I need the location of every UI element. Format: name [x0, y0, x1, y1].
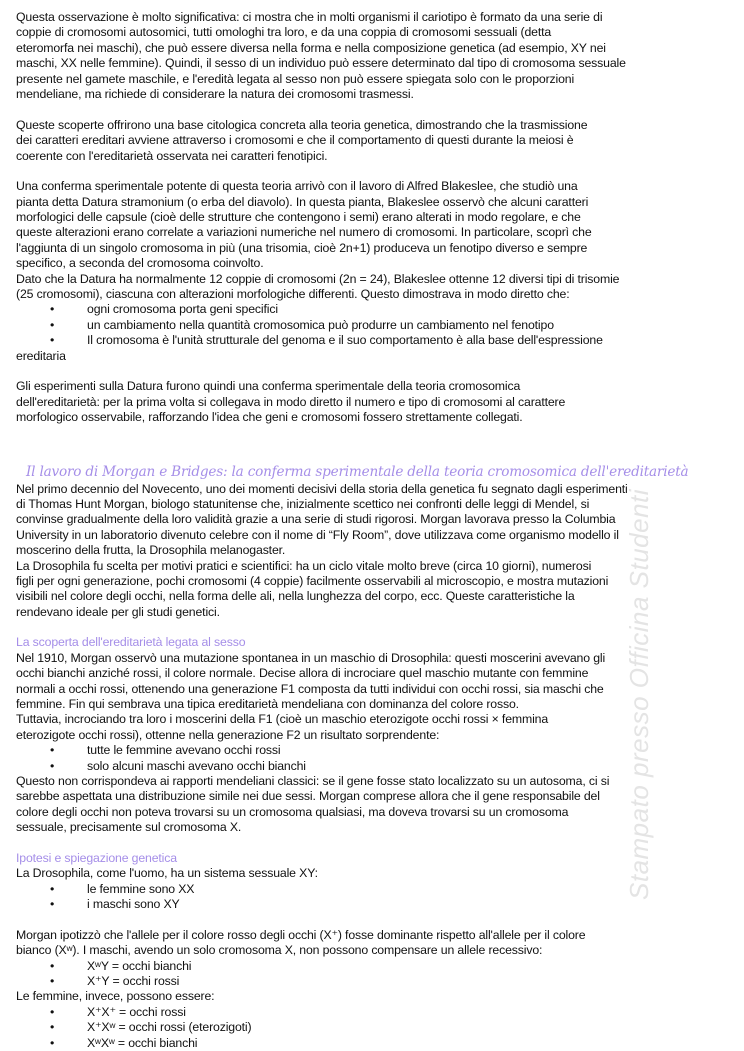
- text-line: sarebbe aspettata una distribuzione simile nei due sessi. Morgan comprese allora che il gene responsabile del: [16, 789, 600, 804]
- list-item-text: i maschi sono XY: [87, 897, 180, 912]
- text-line: Dato che la Datura ha normalmente 12 coppie di cromosomi (2n = 24), Blakeslee ottenne 12 diversi tipi di trisomie: [16, 271, 620, 286]
- text-line: [16, 1005, 731, 1020]
- text-line: normali a occhi rossi, ottenendo una generazione F1 composta da tutti individui con occhi rossi, sia maschi che: [16, 681, 604, 696]
- text-line: convinse gradualmente della loro validità grazie a una serie di studi rigorosi. Morgan lavorava presso la Columbia: [16, 512, 616, 527]
- text-line: specifico, a seconda del cromosoma coinvolto.: [16, 256, 264, 271]
- paragraph: [16, 10, 731, 102]
- list-item: [16, 302, 731, 317]
- paragraph: [16, 989, 731, 1004]
- text-line: Le femmine, invece, possono essere:: [16, 989, 215, 1004]
- list-item-text: X⁺Y = occhi rossi: [87, 974, 180, 989]
- text-line: ereditaria: [16, 348, 66, 363]
- list-item: [16, 318, 731, 333]
- text-line: coerente con l'ereditarietà osservata nei caratteri fenotipici.: [16, 148, 328, 163]
- text-line: [16, 1020, 731, 1035]
- spacer: [16, 164, 731, 179]
- text-line: La scoperta dell'ereditarietà legata al sesso: [16, 635, 246, 650]
- list-item: [16, 1005, 731, 1020]
- text-line: [16, 974, 731, 989]
- bullet-icon: •: [50, 317, 55, 332]
- text-line: eteromorfa nei maschi), che può essere diversa nella forma e nella composizione genetica (ad esempio, XY nei: [16, 40, 606, 55]
- text-line: visibili nel colore degli occhi, nella forma delle ali, nella lunghezza del corpo, ecc. Queste caratteristiche la: [16, 589, 575, 604]
- text-line: figli per ogni generazione, pochi cromosomi (4 coppie) facilmente osservabili al microscopio, e mostra mutazioni: [16, 573, 609, 588]
- text-line: Gli esperimenti sulla Datura furono quindi una conferma sperimentale della teoria cromosomica: [16, 379, 521, 394]
- bullet-icon: •: [50, 958, 55, 973]
- list-item: [16, 959, 731, 974]
- bullet-icon: •: [50, 758, 55, 773]
- bullet-icon: •: [50, 1020, 55, 1035]
- text-line: Queste scoperte offrirono una base citologica concreta alla teoria genetica, dimostrando che la trasmissione: [16, 117, 588, 132]
- list-item-text: le femmine sono XX: [87, 881, 195, 896]
- bullet-icon: •: [50, 881, 55, 896]
- text-line: La Drosophila, come l'uomo, ha un sistema sessuale XY:: [16, 866, 318, 881]
- text-line: bianco (Xʷ). I maschi, avendo un solo cromosoma X, non possono compensare un allele recessivo:: [16, 943, 543, 958]
- text-line: Questa osservazione è molto significativa: ci mostra che in molti organismi il cariotipo è formato da una serie di: [16, 10, 603, 24]
- text-line: [16, 959, 731, 974]
- text-line: Tuttavia, incrociando tra loro i moscerini della F1 (cioè un maschio eterozigote occhi rossi × femmina: [16, 712, 549, 727]
- list-item-text: un cambiamento nella quantità cromosomica può produrre un cambiamento nel fenotipo: [87, 317, 554, 332]
- bullet-icon: •: [50, 333, 55, 348]
- bullet-icon: •: [50, 1004, 55, 1019]
- text-line: eterozigote occhi rossi), ottenne nella generazione F2 un risultato sorprendente:: [16, 727, 440, 742]
- paragraph: [16, 179, 731, 302]
- text-line: [16, 318, 731, 333]
- list-item: [16, 974, 731, 989]
- text-line: La Drosophila fu scelta per motivi pratici e scientifici: ha un ciclo vitale molto breve (circa 10 giorni), numerosi: [16, 558, 592, 573]
- text-line: Nel primo decennio del Novecento, uno dei momenti decisivi della storia della genetica fu segnato dagli esperimenti: [16, 481, 628, 496]
- text-line: [16, 302, 731, 317]
- list-item-text: X⁺X⁺ = occhi rossi: [87, 1004, 186, 1019]
- text-line: Una conferma sperimentale potente di questa teoria arrivò con il lavoro di Alfred Blakeslee, che studiò una: [16, 179, 578, 194]
- text-line: University in un laboratorio divenuto celebre con il nome di “Fly Room”, dove utilizzava come organismo modello il: [16, 527, 619, 542]
- paragraph: [16, 349, 731, 364]
- text-line: rendevano ideale per gli studi genetici.: [16, 604, 220, 619]
- list-item-text: tutte le femmine avevano occhi rossi: [87, 743, 281, 758]
- list-item-text: XʷY = occhi bianchi: [87, 958, 192, 973]
- text-line: Il lavoro di Morgan e Bridges: la conferma sperimentale della teoria cromosomica dell'ereditarietà: [26, 463, 689, 480]
- text-line: pianta detta Datura stramonium (o erba del diavolo). In questa pianta, Blakeslee osservò che alcuni caratteri: [16, 194, 589, 209]
- bullet-icon: •: [50, 897, 55, 912]
- bullet-icon: •: [50, 974, 55, 989]
- text-line: Ipotesi e spiegazione genetica: [16, 850, 177, 865]
- paragraph: [16, 379, 731, 425]
- list-item: [16, 1036, 731, 1051]
- text-line: sessuale, precisamente sul cromosoma X.: [16, 820, 242, 835]
- list-item-text: X⁺Xʷ = occhi rossi (eterozigoti): [87, 1020, 252, 1035]
- text-line: morfologici delle capsule (cioè delle strutture che contengono i semi) erano alterati in modo regolare, e che: [16, 210, 581, 225]
- text-line: moscerino della frutta, la Drosophila melanogaster.: [16, 543, 286, 558]
- text-line: dei caratteri ereditari avviene attraverso i cromosomi e che il comportamento di questi durante la meiosi è: [16, 133, 574, 148]
- spacer: [16, 912, 731, 927]
- text-line: morfologico osservabile, rafforzando l'idea che geni e cromosomi fossero strettamente collegati.: [16, 410, 523, 425]
- bullet-icon: •: [50, 743, 55, 758]
- bullet-icon: •: [50, 302, 55, 317]
- text-line: dell'ereditarietà: per la prima volta si collegava in modo diretto il numero e tipo di cromosomi al carattere: [16, 394, 566, 409]
- section-title: [16, 462, 731, 482]
- text-line: presente nel gamete maschile, e l'eredità legata al sesso non può essere spiegata solo con le proporzioni: [16, 71, 575, 86]
- text-line: mendeliane, ma richiede di considerare la natura dei cromosomi trasmessi.: [16, 86, 414, 101]
- text-line: [16, 1036, 731, 1051]
- list-item-text: Il cromosoma è l'unità strutturale del genoma e il suo comportamento è alla base dell'espressione: [87, 333, 603, 348]
- bullet-icon: •: [50, 1035, 55, 1050]
- text-line: femmine. Fin qui sembrava una tipica ereditarietà mendeliana con dominanza del colore rosso.: [16, 697, 519, 712]
- spacer: [16, 364, 731, 379]
- list-item-text: solo alcuni maschi avevano occhi bianchi: [87, 758, 306, 773]
- text-line: occhi bianchi anziché rossi, il colore normale. Decise allora di incrociare quel maschio mutante con femmine: [16, 666, 589, 681]
- text-line: di Thomas Hunt Morgan, biologo statunitense che, inizialmente scettico nei confronti delle leggi di Mendel, si: [16, 496, 590, 511]
- list-item-text: XʷXʷ = occhi bianchi: [87, 1035, 198, 1050]
- paragraph: [16, 928, 731, 959]
- watermark: Stampato presso Officina Studenti: [624, 488, 654, 900]
- text-line: Questo non corrispondeva ai rapporti mendeliani classici: se il gene fosse stato localizzato su un autosoma, ci si: [16, 773, 610, 788]
- spacer: [16, 426, 731, 462]
- text-line: queste alterazioni erano correlate a variazioni numeriche nel numero di cromosomi. In particolare, scoprì che: [16, 225, 592, 240]
- list-item: [16, 333, 731, 348]
- text-line: (25 cromosomi), ciascuna con alterazioni morfologiche differenti. Questo dimostrava in modo diretto che:: [16, 287, 570, 302]
- list-item-text: ogni cromosoma porta geni specifici: [87, 302, 278, 317]
- spacer: [16, 102, 731, 117]
- text-line: colore degli occhi non poteva trovarsi su un cromosoma qualsiasi, ma doveva trovarsi su un cromosoma: [16, 804, 569, 819]
- text-line: Morgan ipotizzò che l'allele per il colore rosso degli occhi (X⁺) fosse dominante rispetto all'allele per il colore: [16, 927, 586, 942]
- text-line: maschi, XX nelle femmine). Quindi, il sesso di un individuo può essere determinato dal tipo di cromosoma sessuale: [16, 56, 626, 71]
- list-item: [16, 1020, 731, 1035]
- paragraph: [16, 118, 731, 164]
- text-line: Nel 1910, Morgan osservò una mutazione spontanea in un maschio di Drosophila: questi moscerini avevano gli: [16, 650, 606, 665]
- text-line: l'aggiunta di un singolo cromosoma in più (una trisomia, cioè 2n+1) produceva un fenotipo diverso e sempre: [16, 240, 588, 255]
- text-line: coppie di cromosomi autosomici, tutti omologhi tra loro, e da una coppia di cromosomi sessuali (detta: [16, 25, 552, 40]
- text-line: [16, 333, 731, 348]
